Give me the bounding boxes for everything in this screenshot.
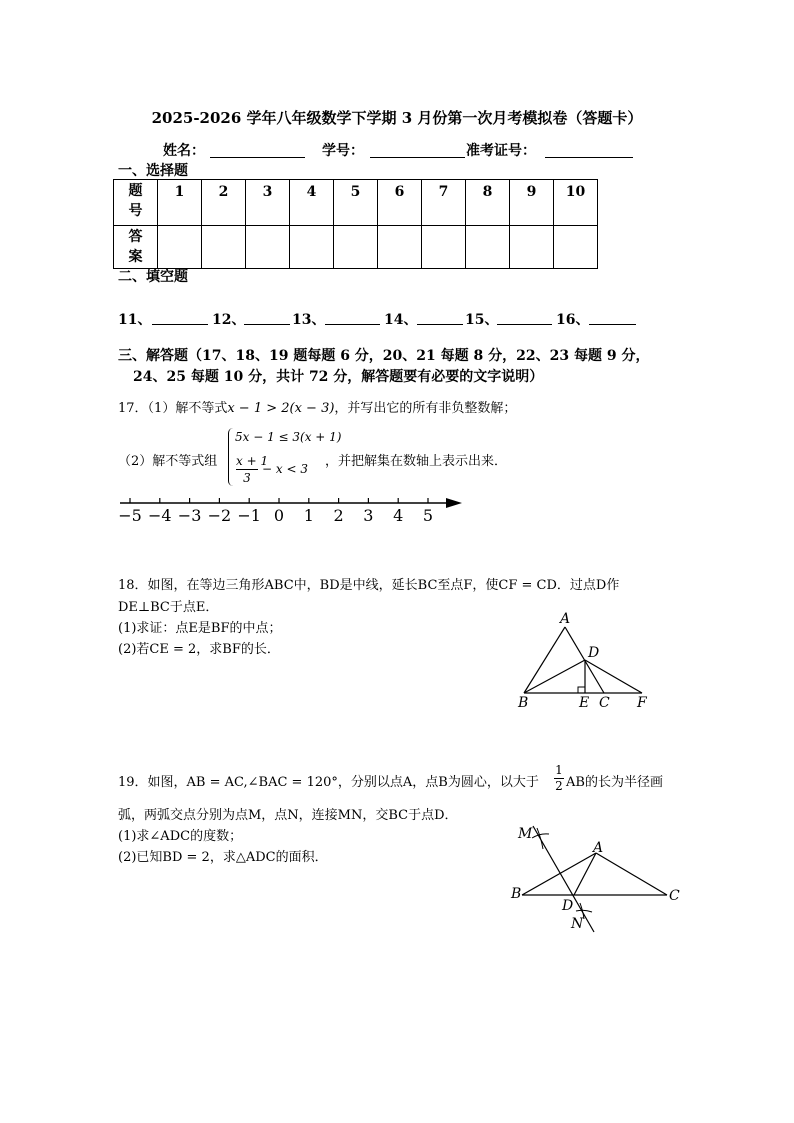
number-line-tick-label: −5 [118,506,142,525]
fig19-label-c: C [669,888,680,904]
fig18-label-c: C [599,695,610,711]
fig19-label-d: D [562,898,574,914]
q17-part1-suffix: ，并写出它的所有非负整数解； [334,401,517,416]
question-number: 9 [510,180,554,226]
question-number: 8 [466,180,510,226]
number-line-tick-label: 2 [333,506,344,525]
fig19-label-b: B [511,886,522,902]
fig18-label-d: D [588,645,600,661]
section-fill-title: 二、填空题 [118,269,188,285]
header-char: 案 [128,249,143,265]
q19-line1-prefix: 19．如图，AB = AC,∠BAC = 120°，分别以点A，点B为圆心，以大于 [118,775,539,790]
number-line-tick-label: 0 [273,506,285,525]
system-line2-rest: − x < 3 [262,462,308,476]
fig19-label-a: A [593,840,604,856]
number-line-tick-label: 4 [393,506,404,525]
number-line-tick-label: −1 [237,506,261,525]
q19-part1: (1)求∠ADC的度数； [118,829,243,844]
name-label: 姓名： [163,143,205,159]
question-number: 7 [422,180,466,226]
header-char: 答 [128,229,143,245]
fig19-label-m: M [518,826,533,842]
header-char: 号 [128,203,143,219]
q17-inequality: x − 1 > 2(x − 3) [227,401,335,416]
q17-part2-prefix: （2）解不等式组 [118,454,218,469]
arc-mark-n1 [576,910,592,912]
fill-label-12: 12、 [212,312,246,328]
q17-part2-suffix: ，并把解集在数轴上表示出来． [325,454,508,469]
system-line1: 5x − 1 ≤ 3(x + 1) [235,430,342,444]
section-solve-title-cont: 24、25 每题 10 分，共计 72 分，解答题要有必要的文字说明） [133,369,544,385]
question-number: 10 [554,180,598,226]
question-number: 5 [334,180,378,226]
segment-mn [533,826,594,932]
segment-ac [596,853,667,895]
q19-line1-suffix: AB的长为半径画 [566,775,663,790]
number-line-tick-label: −4 [148,506,172,525]
system-frac-den: 3 [243,471,251,485]
question-number: 3 [246,180,290,226]
section-choice-title: 一、选择题 [118,163,188,179]
question-number: 2 [202,180,246,226]
fig18-label-e: E [579,695,590,711]
student-id-label: 学号： [322,143,364,159]
fill-label-14: 14、 [384,312,418,328]
number-line-tick-label: 3 [363,506,374,525]
q18-line1: 18．如图，在等边三角形ABC中，BD是中线，延长BC至点F，使CF = CD．过点D作 [118,578,620,593]
q19-frac-den: 2 [555,779,563,793]
number-line-tick-label: 1 [303,506,314,525]
question-number: 1 [158,180,202,226]
q19-line2: 弧，两弧交点分别为点M，点N，连接MN，交BC于点D． [118,808,458,823]
question-number: 6 [378,180,422,226]
q18-line2: DE⊥BC于点E． [118,600,219,615]
header-char: 题 [128,183,143,199]
fill-label-11: 11、 [118,312,152,328]
q17-part1-prefix: 17．（1）解不等式 [118,401,228,416]
fill-label-16: 16、 [556,312,590,328]
fig18-label-f: F [637,695,647,711]
fig19-label-n: N [571,916,584,932]
fill-label-13: 13、 [292,312,326,328]
fig18-label-b: B [518,695,529,711]
fig18-label-a: A [560,611,571,627]
number-line-tick-label: −3 [177,506,202,525]
fill-label-15: 15、 [465,312,499,328]
q18-part2: (2)若CE = 2，求BF的长． [118,642,280,657]
exam-number-label: 准考证号： [466,143,536,159]
q18-part1: (1)求证：点E是BF的中点； [118,621,282,636]
q19-part2: (2)已知BD = 2，求△ADC的面积． [118,850,328,865]
number-line-tick-label: 5 [422,506,434,525]
page-title: 2025-2026 学年八年级数学下学期 3 月份第一次月考模拟卷（答题卡） [151,109,643,127]
number-line-tick-label: −2 [207,506,232,525]
section-solve-title: 三、解答题（17、18、19 题每题 6 分，20、21 每题 8 分，22、23 每题 9 分， [118,348,650,364]
question-number: 4 [290,180,334,226]
system-frac-num: x + 1 [236,454,269,468]
q19-frac-num: 1 [555,763,563,777]
